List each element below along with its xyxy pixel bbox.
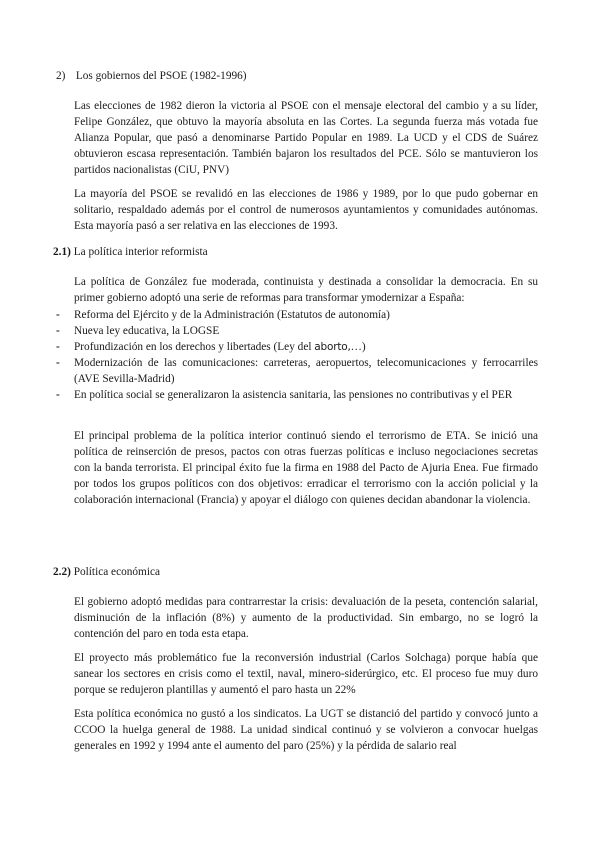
paragraph-crisis-measures: El gobierno adoptó medidas para contrarrestar la crisis: devaluación de la peseta, contención salarial, disminución de la inflación (8%) y aumento de la productividad. Sin embargo, no se logró la contención del paro en toda esta etapa.	[74, 596, 538, 640]
handwritten-word: aborto,	[314, 341, 351, 353]
section-2-title: Los gobiernos del PSOE (1982-1996)	[75, 70, 247, 82]
list-item	[56, 323, 538, 339]
list-dash: -	[56, 389, 60, 401]
list-item-suffix: …)	[350, 341, 366, 353]
paragraph-eta-terrorism: El principal problema de la política interior continuó siendo el terrorismo de ETA. Se inició una política de reinserción de presos, pactos con otras fuerzas políticas e incluso negociaciones secretas con la banda terrorista. El principal éxito fue la firma en 1988 del Pacto de Ajuria Enea. Fue firmado por todos los grupos políticos con dos objetivos: erradicar el terrorismo con la acción policial y la colaboración internacional (Francia) y apoyar el diálogo con quienes decidan abandonar la violencia.	[74, 430, 538, 506]
list-item-text: Reforma del Ejército y de la Administración (Estatutos de autonomía)	[74, 309, 390, 321]
list-item	[56, 355, 538, 387]
section-2-2-title: Política económica	[73, 566, 160, 578]
list-dash: -	[56, 325, 60, 337]
section-2-number: 2)	[56, 70, 66, 82]
list-dash: -	[56, 341, 60, 353]
section-2-1-title: La política interior reformista	[73, 246, 208, 258]
section-2-2-number: 2.2)	[53, 566, 71, 578]
paragraph-elections-1982: Las elecciones de 1982 dieron la victoria al PSOE con el mensaje electoral del cambio y a su líder, Felipe González, que obtuvo la mayoría absoluta en las Cortes. La segunda fuerza más votada fue Alianza Popular, que pasó a denominarse Partido Popular en 1989. La UCD y el CDS de Suárez obtuvieron escasa representación. También bajaron los resultados del PCE. Sólo se mantuvieron los partidos nacionalistas (CiU, PNV)	[74, 100, 538, 176]
paragraph-gonzalez-policy: La política de González fue moderada, continuista y destinada a consolidar la democracia. En su primer gobierno adoptó una serie de reformas para transformar ymodernizar a España:	[74, 276, 538, 304]
list-dash: -	[56, 357, 60, 369]
paragraph-unions-strikes: Esta política económica no gustó a los sindicatos. La UGT se distanció del partido y convocó junto a CCOO la huelga general de 1988. La unidad sindical continuó y se volvieron a convocar huelgas generales en 1992 y 1994 ante el aumento del paro (25%) y la pérdida de salario real	[74, 708, 538, 752]
section-2-2-heading	[53, 564, 533, 580]
section-2-1-heading	[53, 244, 533, 260]
reform-list	[56, 307, 538, 403]
list-item-text: Modernización de las comunicaciones: carreteras, aeropuertos, telecomunicaciones y ferrocarriles (AVE Sevilla-Madrid)	[74, 357, 538, 385]
section-2-1-number: 2.1)	[53, 246, 71, 258]
list-item-prefix: Profundización en los derechos y libertades (Ley del	[74, 341, 315, 353]
list-item	[56, 387, 538, 403]
list-dash: -	[56, 309, 60, 321]
paragraph-majority-revalidated: La mayoría del PSOE se revalidó en las elecciones de 1986 y 1989, por lo que pudo gobernar en solitario, respaldado además por el control de numerosos ayuntamientos y comunidades autónomas. Esta mayoría pasó a ser relativa en las elecciones de 1993.	[74, 188, 538, 232]
list-item-text: En política social se generalizaron la asistencia sanitaria, las pensiones no contributivas y el PER	[74, 389, 513, 401]
section-2-heading	[56, 68, 536, 84]
list-item-text: Nueva ley educativa, la LOGSE	[74, 325, 220, 337]
list-item	[56, 307, 538, 323]
paragraph-industrial-reconversion: El proyecto más problemático fue la reconversión industrial (Carlos Solchaga) porque había que sanear los sectores en crisis como el textil, naval, minero-siderúrgico, etc. El proceso fue muy duro porque se redujeron plantillas y aumentó el paro hasta un 22%	[74, 652, 538, 696]
list-item	[56, 339, 538, 355]
